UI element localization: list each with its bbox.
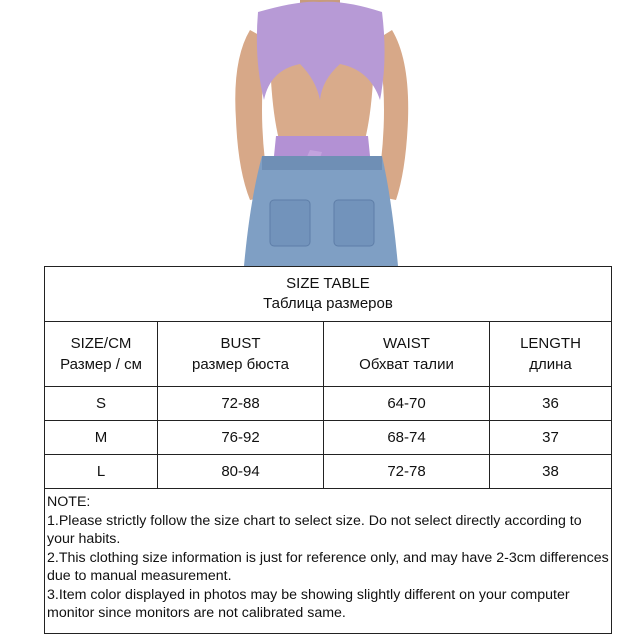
cell-size: M [45,421,158,455]
header-row [45,322,612,387]
cell-size: S [45,387,158,421]
back-pocket-left [270,200,310,246]
note-item: 1.Please strictly follow the size chart to select size. Do not select directly according to your habits. [47,512,582,547]
product-photo [0,0,640,266]
denim-jeans [244,156,398,266]
cell-size: L [45,455,158,489]
cell-bust: 76-92 [158,421,324,455]
cell-bust: 80-94 [158,455,324,489]
header-size: SIZE/CM Размер / см [45,322,158,387]
cell-length: 37 [490,421,612,455]
cell-waist: 64-70 [324,387,490,421]
jeans-waistband [262,156,382,170]
notes-heading: NOTE: [47,494,91,510]
cell-bust: 72-88 [158,387,324,421]
table-row [45,455,612,489]
note-item: 3.Item color displayed in photos may be showing slightly different on your computer monitor since monitors are not calibrated same. [47,586,570,621]
top-hem [274,136,370,156]
size-table [44,266,612,634]
cell-length: 38 [490,455,612,489]
table-row [45,421,612,455]
notes-section [45,489,612,634]
header-length: LENGTH длина [490,322,612,387]
note-item: 2.This clothing size information is just for reference only, and may have 2-3cm differences due to manual measurement. [47,549,609,584]
title-en: SIZE TABLE [286,275,370,292]
cell-waist: 68-74 [324,421,490,455]
size-table-title [45,267,612,322]
cell-waist: 72-78 [324,455,490,489]
cell-length: 36 [490,387,612,421]
back-pocket-right [334,200,374,246]
header-waist: WAIST Обхват талии [324,322,490,387]
header-bust: BUST размер бюста [158,322,324,387]
model-back-illustration [0,0,640,266]
title-ru: Таблица размеров [263,295,393,312]
table-row [45,387,612,421]
